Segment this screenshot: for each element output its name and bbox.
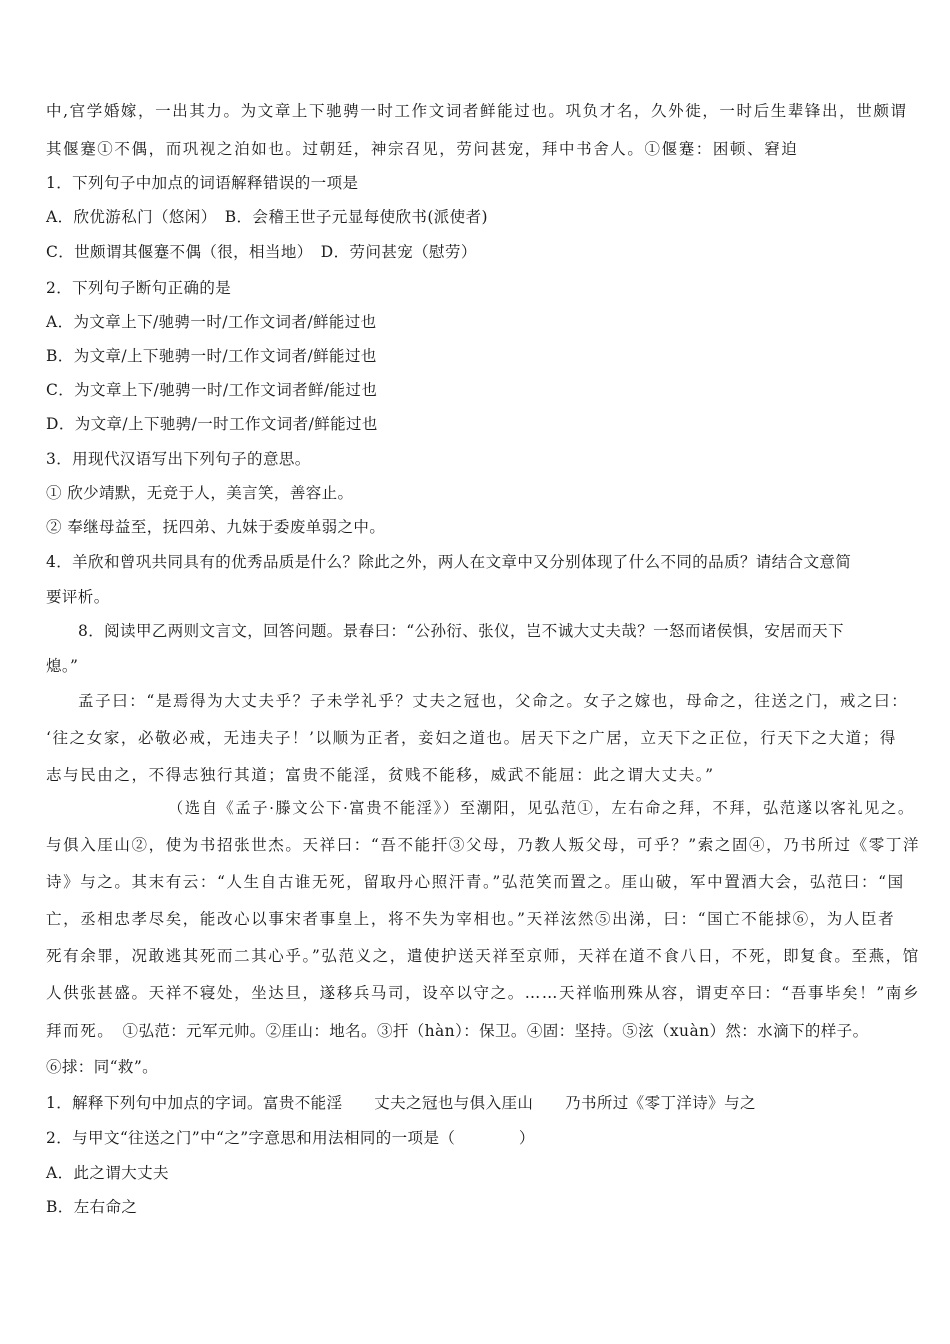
text-yi-line: 死有余罪，况敢逃其死而二其心乎。”弘范义之，遣使护送天祥至京师，天祥在道不食八日，不死，即复食。至燕，馆 xyxy=(46,947,920,965)
text-yi-line: 人供张甚盛。天祥不寝处，坐达旦，遂移兵马司，设卒以守之。……天祥临刑殊从容，谓吏卒曰：“吾事毕矣！”南乡 xyxy=(46,984,921,1002)
text-yi-ending: 拜而死。 xyxy=(46,1022,107,1040)
passage-line: 其偃蹇①不偶，而巩视之泊如也。过朝廷，神宗召见，劳问甚宠，拜中书舍人。①偃蹇：困顿、窘迫 xyxy=(46,140,799,158)
question-8-2: 2．与甲文“往送之门”中“之”字意思和用法相同的一项是（ ） xyxy=(46,1129,535,1147)
question-3-item-2: ② 奉继母益至，抚四弟、九妹于委废单弱之中。 xyxy=(46,518,386,536)
question-3-item-1: ① 欣少靖默，无竞于人，美言笑，善容止。 xyxy=(46,484,354,502)
text-jia-line: 志与民由之，不得志独行其道；富贵不能淫，贫贱不能移，威武不能屈：此之谓大丈夫。” xyxy=(46,766,715,784)
text-jia-line: 孟子曰：“是焉得为大丈夫乎？子未学礼乎？丈夫之冠也，父命之。女子之嫁也，母命之，往送之门，戒之曰： xyxy=(78,692,909,710)
question-2: 2．下列句子断句正确的是 xyxy=(46,279,232,297)
annotations: ①弘范：元军元帅。②厓山：地名。③扞（hàn）：保卫。④固：坚持。⑤泫（xuàn）然：水滴下的样子。 xyxy=(106,1022,869,1040)
text-yi-line: 亡，丞相忠孝尽矣，能改心以事宋者事皇上，将不失为宰相也。”天祥泫然⑤出涕，曰：“国亡不能捄⑥，为人臣者 xyxy=(46,910,896,928)
question-3: 3．用现代汉语写出下列句子的意思。 xyxy=(46,450,311,468)
question-1-options-cd: C．世颇谓其偃蹇不偶（很，相当地） D．劳问甚宠（慰劳） xyxy=(46,243,477,261)
passage-line: 中,官学婚嫁，一出其力。为文章上下驰骋一时工作文词者鲜能过也。巩负才名，久外徙，一时后生辈锋出，世颇谓 xyxy=(46,102,908,120)
annotations-cont: ⑥捄：同“救”。 xyxy=(46,1058,159,1076)
question-2-option-a: A．为文章上下/驰骋一时/工作文词者/鲜能过也 xyxy=(46,313,377,331)
question-4-cont: 要评析。 xyxy=(46,588,110,606)
question-2-option-d: D．为文章/上下驰骋/一时工作文词者/鲜能过也 xyxy=(46,415,378,433)
text-yi-line xyxy=(46,1020,868,1042)
text-jia-line: ‘往之女家，必敬必戒，无违夫子！’以顺为正者，妾妇之道也。居天下之广居，立天下之正位，行天下之大道；得 xyxy=(46,729,897,747)
section-8-intro-cont: 熄。” xyxy=(46,657,79,675)
text-yi-line: 诗》与之。其末有云：“人生自古谁无死，留取丹心照汗青。”弘范笑而置之。厓山破，军中置酒大会，弘范曰：“国 xyxy=(46,873,905,891)
question-8-2-option-a: A．此之谓大丈夫 xyxy=(46,1164,169,1182)
question-8-2-option-b: B．左右命之 xyxy=(46,1198,138,1216)
question-4: 4．羊欣和曾巩共同具有的优秀品质是什么？除此之外，两人在文章中又分别体现了什么不同的品质？请结合文意简 xyxy=(46,553,852,571)
question-1-options-ab: A．欣优游私门（悠闲） B．会稽王世子元显每使欣书(派使者) xyxy=(46,208,488,226)
section-8-intro: 8．阅读甲乙两则文言文，回答问题。景春曰：“公孙衍、张仪，岂不诚大丈夫哉？一怒而诸侯惧，安居而天下 xyxy=(78,622,844,640)
question-1: 1．下列句子中加点的词语解释错误的一项是 xyxy=(46,174,359,192)
text-yi-line: 与俱入厓山②，使为书招张世杰。天祥曰：“吾不能扞③父母，乃教人叛父母，可乎？”索之固④，乃书所过《零丁洋 xyxy=(46,836,921,854)
question-2-option-c: C．为文章上下/驰骋一时/工作文词者鲜/能过也 xyxy=(46,381,378,399)
question-8-1: 1．解释下列句中加点的字词。富贵不能淫 丈夫之冠也与俱入厓山 乃书所过《零丁洋诗》与之 xyxy=(46,1094,756,1112)
question-2-option-b: B．为文章/上下驰骋一时/工作文词者/鲜能过也 xyxy=(46,347,377,365)
text-yi-line: （选自《孟子·滕文公下·富贵不能淫》）至潮阳，见弘范①，左右命之拜，不拜，弘范遂以客礼见之。 xyxy=(168,799,915,817)
